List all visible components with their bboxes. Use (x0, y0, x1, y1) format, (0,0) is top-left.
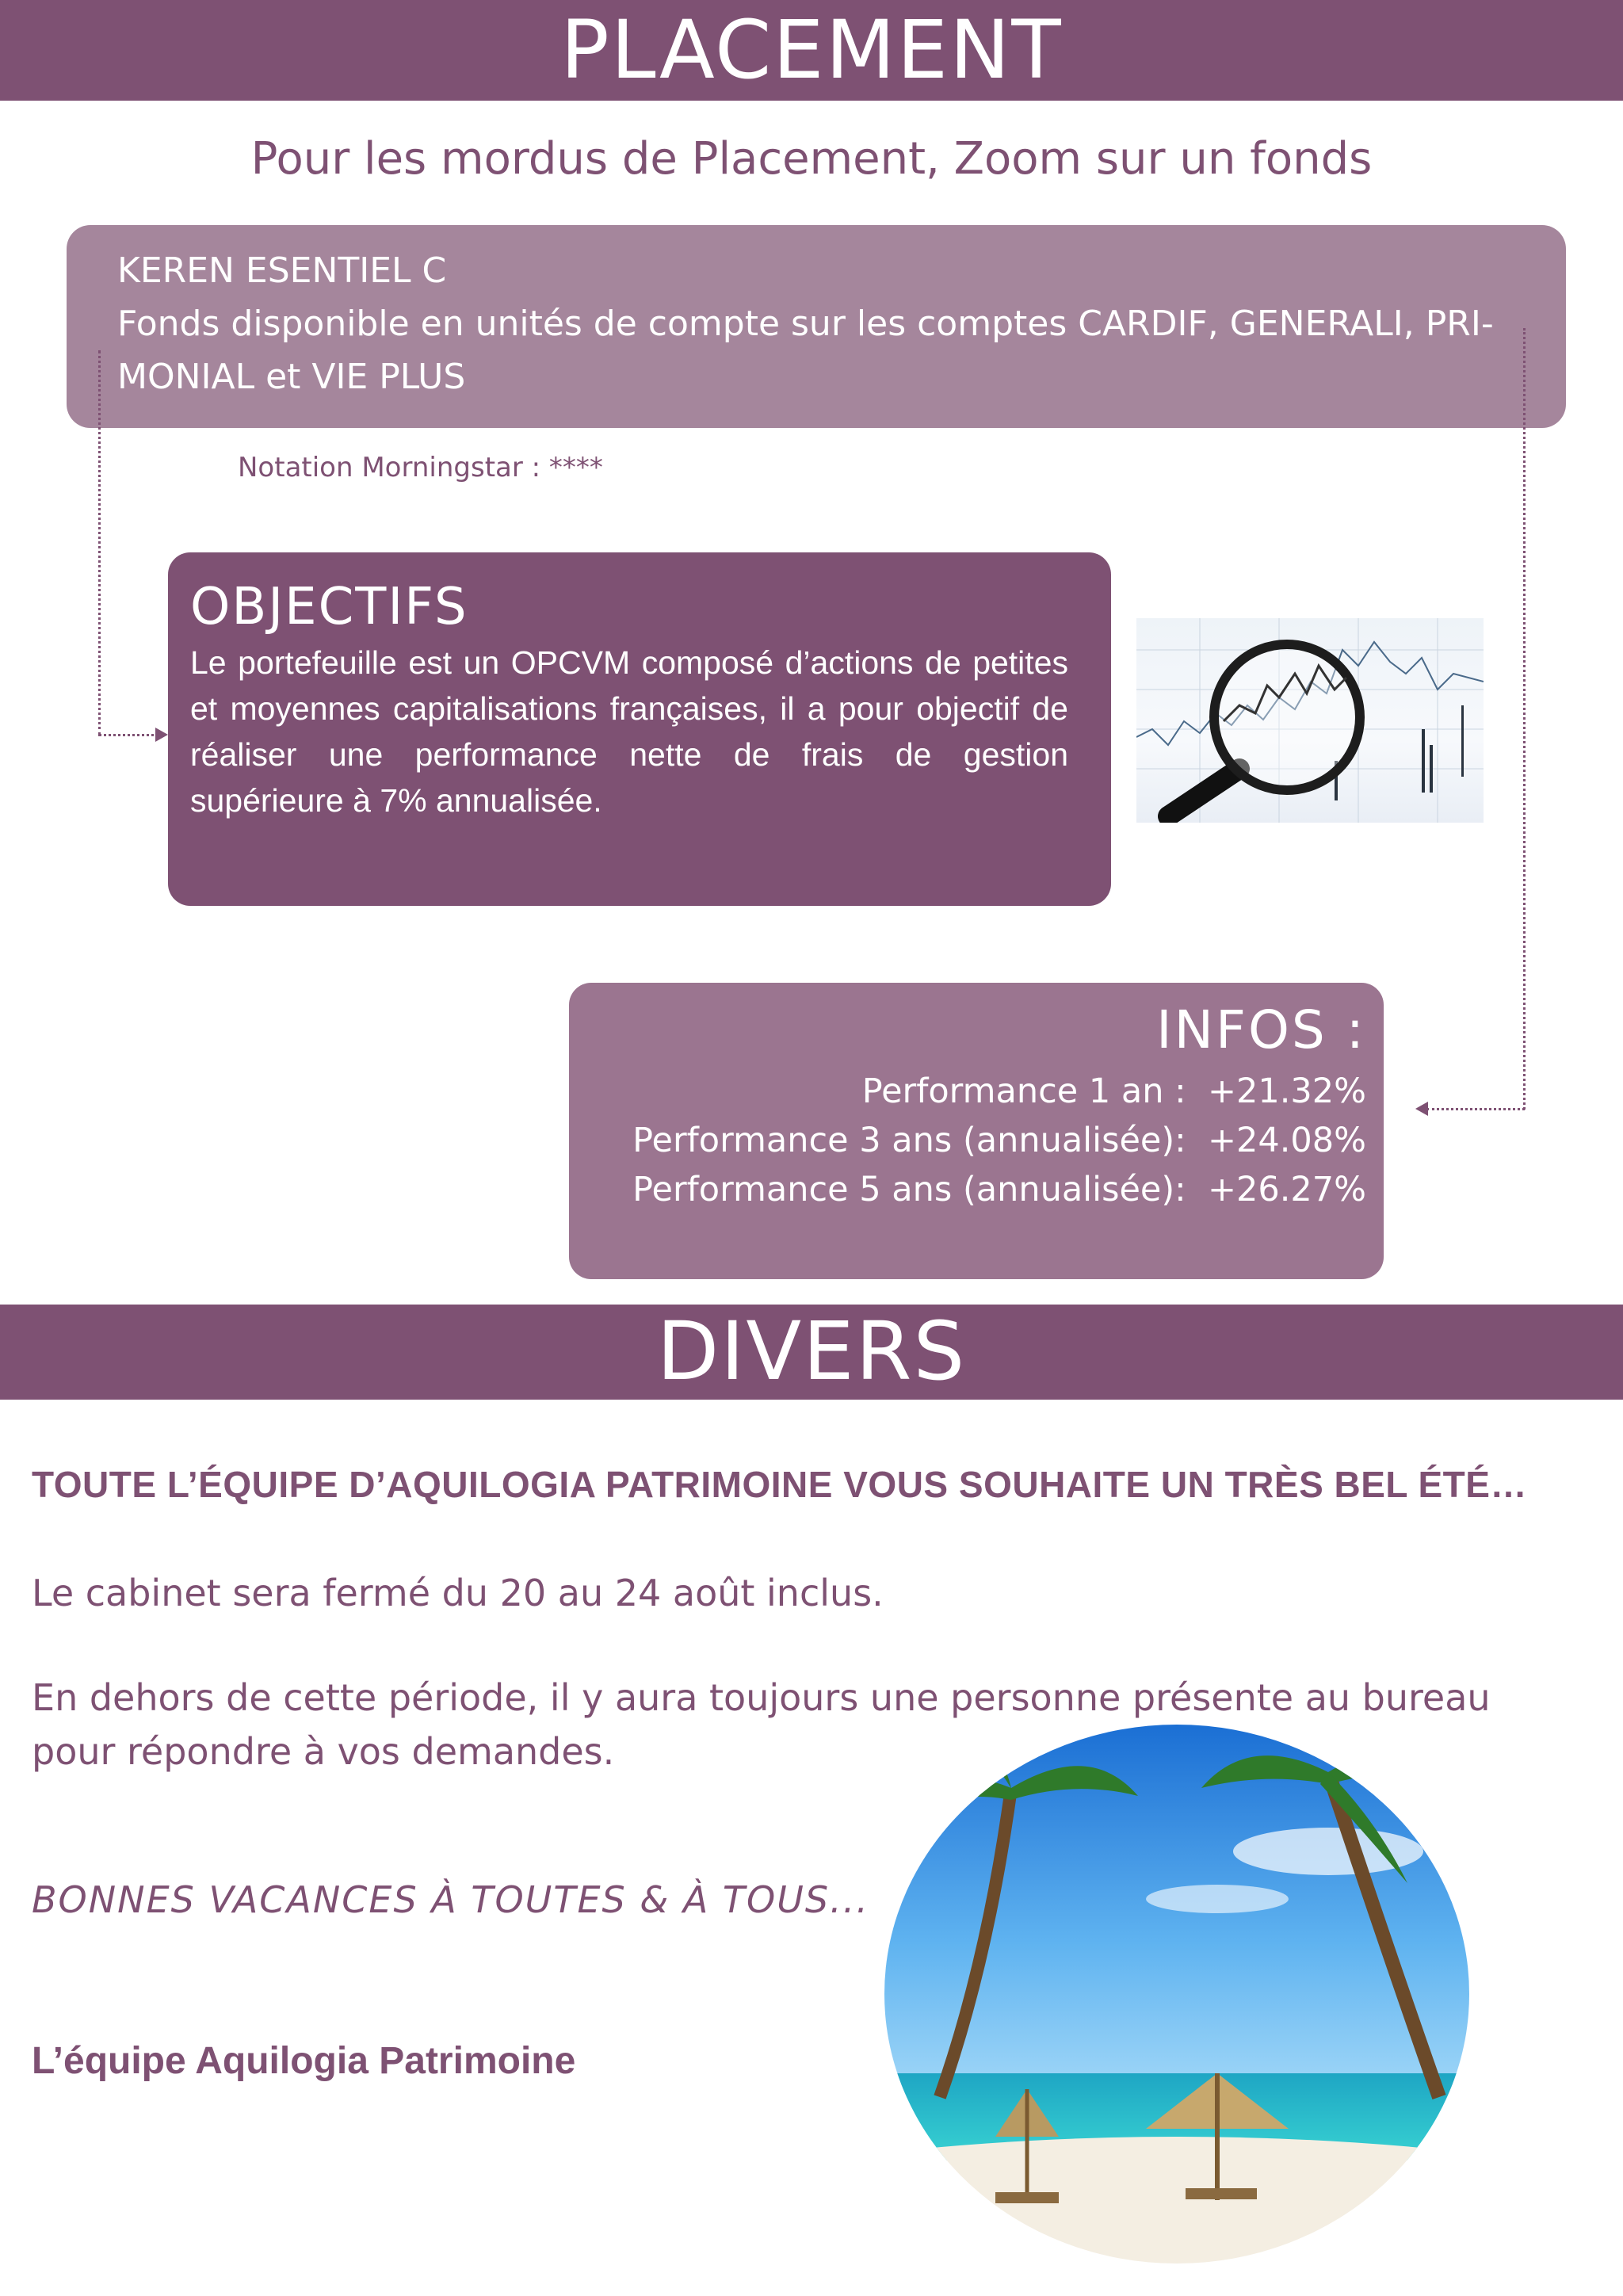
closure-notice: Le cabinet sera fermé du 20 au 24 août inclus. (32, 1572, 884, 1614)
fund-availability-line: Fonds disponible en unités de compte sur les comptes CARDIF, GENERALI, PRI- (117, 304, 1494, 344)
beach-image (884, 1725, 1469, 2264)
holiday-wishes: BONNES VACANCES À TOUTES & À TOUS... (32, 1878, 869, 1921)
fund-info-box (67, 225, 1566, 428)
presence-notice: En dehors de cette période, il y aura toujours une personne présente au bureau pour répondre à vos demandes. (32, 1676, 1491, 1773)
performance-row (569, 1116, 1366, 1165)
connector-left-horizontal (98, 734, 160, 736)
performance-row (569, 1067, 1366, 1116)
objectives-box (168, 552, 1111, 906)
section-title-divers: DIVERS (0, 1305, 1623, 1400)
fund-name: KEREN ESENTIEL C (117, 250, 447, 291)
performance-value: +24.08% (1208, 1121, 1366, 1160)
team-signature: L’équipe Aquilogia Patrimoine (32, 2040, 576, 2082)
magnifier-chart-image (1136, 618, 1484, 823)
performance-row (569, 1165, 1366, 1214)
infos-title: INFOS : (1156, 999, 1366, 1060)
performance-label: Performance 5 ans (annualisée): (632, 1170, 1186, 1209)
connector-right-vertical (1523, 328, 1526, 1110)
section-title-placement: PLACEMENT (0, 0, 1623, 101)
connector-left-vertical (98, 350, 101, 735)
morningstar-rating: Notation Morningstar : **** (238, 452, 603, 483)
placement-subtitle: Pour les mordus de Placement, Zoom sur un fonds (250, 133, 1373, 185)
objectives-title: OBJECTIFS (190, 578, 468, 636)
performance-value: +21.32% (1208, 1072, 1366, 1111)
infos-box (569, 983, 1384, 1279)
connector-right-horizontal (1426, 1108, 1525, 1110)
performance-label: Performance 3 ans (annualisée): (632, 1121, 1186, 1160)
objectives-text: Le portefeuille est un OPCVM composé d’actions de petites et moyennes capitalisations françaises, il a pour objectif de réaliser une performance nette de frais de gestion supérieure à 7% annualisée. (190, 644, 1068, 819)
summer-wishes-heading: TOUTE L’ÉQUIPE D’AQUILOGIA PATRIMOINE VOUS SOUHAITE UN TRÈS BEL ÉTÉ… (32, 1464, 1527, 1505)
performance-value: +26.27% (1208, 1170, 1366, 1209)
arrow-left-icon (1414, 1100, 1428, 1117)
fund-availability-line-2: MONIAL et VIE PLUS (117, 357, 466, 397)
performance-label: Performance 1 an : (861, 1072, 1186, 1111)
